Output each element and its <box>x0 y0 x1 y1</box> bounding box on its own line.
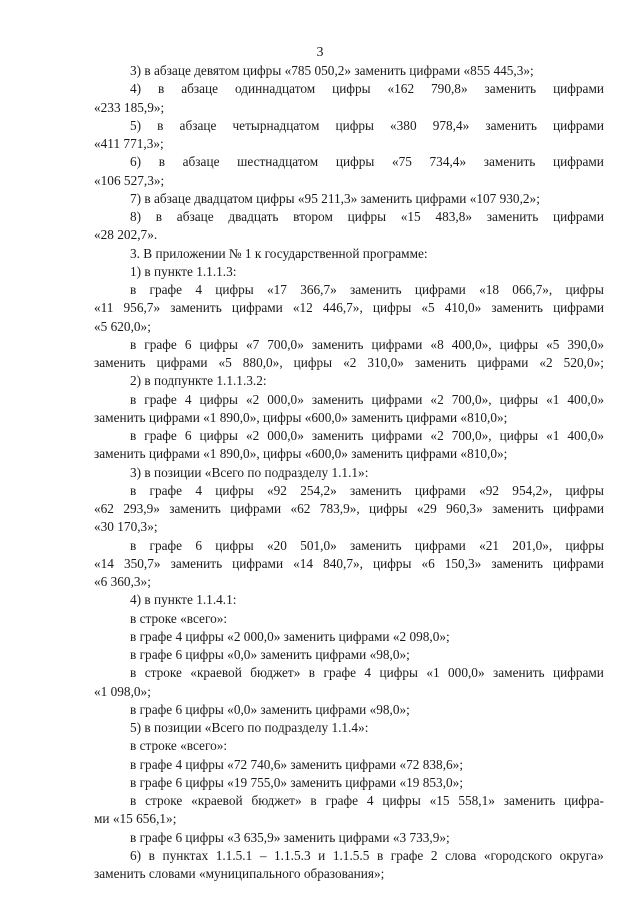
text-line: в графе 6 цифры «0,0» заменить цифрами «98,0»; <box>130 647 410 662</box>
text-line: в графе 6 цифры «0,0» заменить цифрами «98,0»; <box>130 701 410 717</box>
text-line: «30 170,3»; <box>94 519 158 535</box>
text-line: заменить цифрами «5 880,0», цифры «2 310,0» заменить цифрами «2 520,0»; <box>94 355 604 370</box>
text-line: заменить цифрами «1 890,0», цифры «600,0» заменить цифрами «810,0»; <box>94 409 508 425</box>
text-line: «28 202,7». <box>94 227 158 243</box>
text-line: 2) в подпункте 1.1.1.3.2: <box>130 373 267 389</box>
text-line: в графе 4 цифры «17 366,7» заменить цифрами «18 066,7», цифры <box>130 282 604 297</box>
text-line: «1 098,0»; <box>94 683 151 699</box>
text-line: в графе 4 цифры «2 000,0» заменить цифрами «2 700,0», цифры «1 400,0» <box>130 391 604 407</box>
text-line: заменить цифрами «1 890,0», цифры «600,0» заменить цифрами «810,0»; <box>94 446 508 462</box>
text-line: в графе 4 цифры «92 254,2» заменить цифрами «92 954,2», цифры <box>130 482 604 498</box>
text-line: в графе 6 цифры «20 501,0» заменить цифрами «21 201,0», цифры <box>130 537 604 553</box>
text-line: 6) в пунктах 1.1.5.1 – 1.1.5.3 и 1.1.5.5 в графе 2 слова «городского округа» <box>130 847 604 863</box>
text-line: 4) в пункте 1.1.4.1: <box>130 592 237 608</box>
text-line: ми «15 656,1»; <box>94 811 177 827</box>
text-line: в строке «краевой бюджет» в графе 4 цифры «1 000,0» заменить цифрами <box>130 665 604 681</box>
text-line: «6 360,3»; <box>94 574 151 589</box>
text-line: 1) в пункте 1.1.1.3: <box>130 263 237 279</box>
text-line: 3. В приложении № 1 к государственной программе: <box>130 245 428 261</box>
text-line: заменить словами «муниципального образования»; <box>94 866 385 881</box>
text-line: «233 185,9»; <box>94 99 165 115</box>
document-body <box>94 62 604 883</box>
text-line: 5) в абзаце четырнадцатом цифры «380 978,4» заменить цифрами <box>130 117 604 133</box>
page-number: 3 <box>316 45 324 60</box>
text-line: 8) в абзаце двадцать втором цифры «15 483,8» заменить цифрами <box>130 209 604 224</box>
text-line: «14 350,7» заменить цифрами «14 840,7», цифры «6 150,3» заменить цифрами <box>94 555 604 571</box>
text-line: 5) в позиции «Всего по подразделу 1.1.4»: <box>130 720 369 735</box>
text-line: в строке «всего»: <box>130 610 228 626</box>
text-line: 7) в абзаце двадцатом цифры «95 211,3» заменить цифрами «107 930,2»; <box>130 190 540 206</box>
text-line: 4) в абзаце одиннадцатом цифры «162 790,8» заменить цифрами <box>130 81 604 97</box>
text-line: 3) в позиции «Всего по подразделу 1.1.1»: <box>130 464 369 480</box>
text-line: 3) в абзаце девятом цифры «785 050,2» заменить цифрами «855 445,3»; <box>130 63 534 78</box>
text-line: «62 293,9» заменить цифрами «62 783,9», цифры «29 960,3» заменить цифрами <box>94 501 604 516</box>
text-line: в строке «всего»: <box>130 738 228 754</box>
text-line: в графе 6 цифры «2 000,0» заменить цифрами «2 700,0», цифры «1 400,0» <box>130 428 604 443</box>
text-line: в строке «краевой бюджет» в графе 4 цифры «15 558,1» заменить цифра- <box>130 793 604 808</box>
text-line: в графе 6 цифры «7 700,0» заменить цифрами «8 400,0», цифры «5 390,0» <box>130 336 604 352</box>
text-line: в графе 4 цифры «2 000,0» заменить цифрами «2 098,0»; <box>130 628 450 644</box>
text-line: «11 956,7» заменить цифрами «12 446,7», цифры «5 410,0» заменить цифрами <box>94 300 604 316</box>
text-line: «5 620,0»; <box>94 318 151 334</box>
text-line: «411 771,3»; <box>94 136 164 151</box>
text-line: в графе 6 цифры «3 635,9» заменить цифрами «3 733,9»; <box>130 829 450 845</box>
text-line: в графе 6 цифры «19 755,0» заменить цифрами «19 853,0»; <box>130 774 464 790</box>
text-line: 6) в абзаце шестнадцатом цифры «75 734,4» заменить цифрами <box>130 154 604 170</box>
text-line: в графе 4 цифры «72 740,6» заменить цифрами «72 838,6»; <box>130 756 464 772</box>
text-line: «106 527,3»; <box>94 172 165 188</box>
